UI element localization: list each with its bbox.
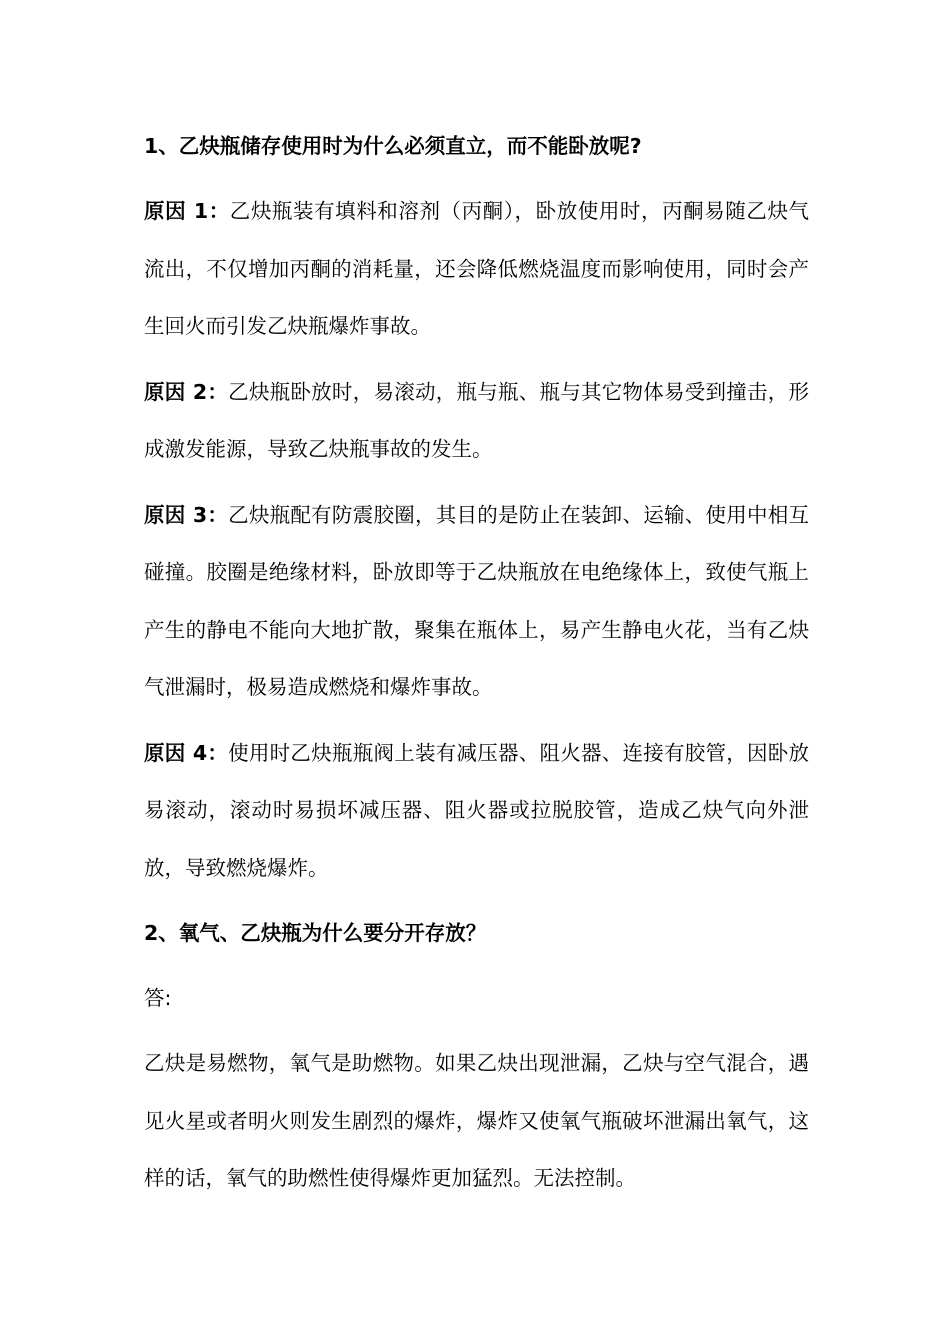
reason-1-label: 原因 1： [144, 199, 230, 223]
reason-3-paragraph [144, 487, 809, 717]
reason-3-label: 原因 3： [144, 502, 229, 527]
question-2-heading: 2、氧气、乙炔瓶为什么要分开存放？ [144, 921, 487, 945]
document-body [144, 118, 809, 1216]
reason-3-text: 乙炔瓶配有防震胶圈，其目的是防止在装卸、运输、使用中相互碰撞。胶圈是绝缘材料，卧放即等于乙炔瓶放在电绝缘体上，致使气瓶上产生的静电不能向大地扩散，聚集在瓶体上，易产生静电火花，当有乙炔气泄漏时，极易造成燃烧和爆炸事故。 [144, 502, 809, 699]
answer-paragraph: 乙炔是易燃物，氧气是助燃物。如果乙炔出现泄漏，乙炔与空气混合，遇见火星或者明火则发生剧烈的爆炸，爆炸又使氧气瓶破坏泄漏出氧气，这样的话，氧气的助燃性使得爆炸更加猛烈。无法控制。 [144, 1051, 809, 1190]
reason-4-text: 使用时乙炔瓶瓶阀上装有减压器、阻火器、连接有胶管，因卧放易滚动，滚动时易损坏减压器、阻火器或拉脱胶管，造成乙炔气向外泄放，导致燃烧爆炸。 [144, 740, 809, 880]
reason-1-text: 乙炔瓶装有填料和溶剂（丙酮），卧放使用时，丙酮易随乙炔气流出，不仅增加丙酮的消耗量，还会降低燃烧温度而影响使用，同时会产生回火而引发乙炔瓶爆炸事故。 [144, 199, 810, 338]
answer-label: 答: [144, 986, 172, 1010]
reason-2-text: 乙炔瓶卧放时，易滚动，瓶与瓶、瓶与其它物体易受到撞击，形成激发能源，导致乙炔瓶事故的发生。 [144, 379, 809, 461]
reason-4-label: 原因 4： [144, 740, 229, 765]
reason-1-paragraph [144, 183, 809, 356]
reason-2-paragraph [144, 364, 809, 479]
reason-2-label: 原因 2： [144, 379, 229, 404]
reason-4-paragraph [144, 725, 809, 898]
question-1-heading: 1、乙炔瓶储存使用时为什么必须直立，而不能卧放呢? [144, 134, 642, 158]
